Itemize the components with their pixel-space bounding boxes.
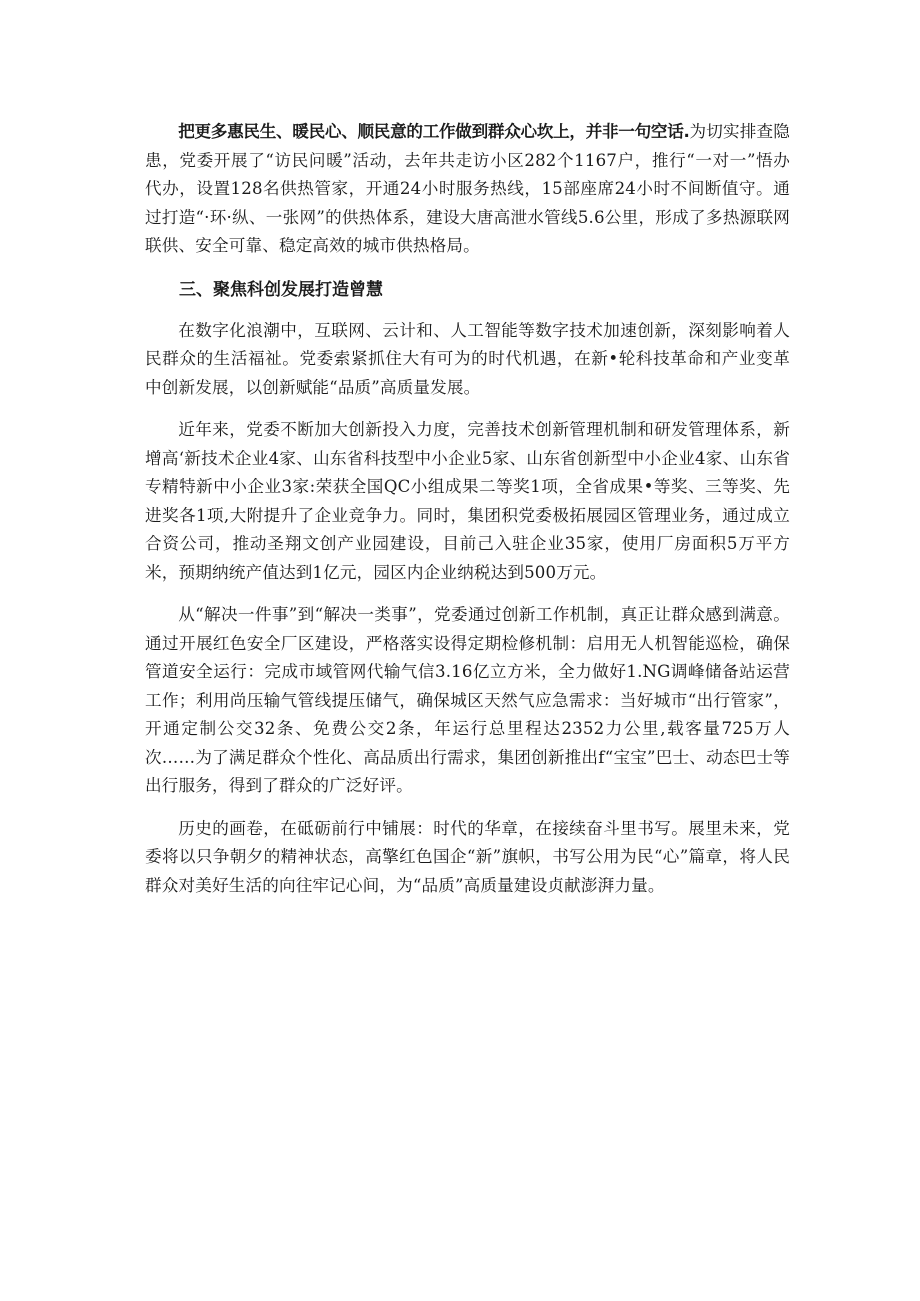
paragraph-body-text: 为切实排查隐患，党委开展了“访民问暖”活动，去年共走访小区282个1167户，推行“一对一”悟办代办，设置128名供热管家，开通24小时服务热线，15部座席24小时不间断值守。通过打造“·环·纵、一张网”的供热体系，建设大唐高泄水管线5.6公里，形成了多热源联网联供、安全可靠、稳定高效的城市供热格局。: [145, 122, 791, 255]
paragraph-lead-sentence: 把更多惠民生、暖民心、顺民意的工作做到群众心坎上，并非一句空话.: [178, 122, 690, 141]
paragraph-mechanism-services: 从“解决一件事”到“解决一类事”，党委通过创新工作机制，真正让群众感到满意。通过开展红色安全厂区建设，严格落实设得定期检修机制：启用无人机智能巡检，确保管道安全运行：完成市域管网代输气信3.16亿立方米，全力做好1.NG调峰储备站运营工作；利用尚压输气管线提压储气，确保城区天然气应急需求：当好城市“出行管家”，开通定制公交32条、免费公交2条，年运行总里程达2352力公里,载客量725万人次……为了满足群众个性化、高品质出行需求，集团创新推出f“宝宝”巴士、动态巴士等出行服务，得到了群众的广泛好评。: [145, 605, 790, 795]
paragraph-conclusion: 历史的画卷，在砥砺前行中铺展：时代的华章，在接续奋斗里书写。展里未来，党委将以只争朝夕的精神状态，高擎红色国企“新”旗帜，书写公用为民“心”篇章，将人民群众对美好生活的向往牢记心间，为“品质”高质量建设贞献澎湃力量。: [145, 818, 790, 895]
paragraph-service-heating: [145, 118, 790, 261]
document-page: [145, 118, 790, 914]
paragraph-innovation-results: 近年来，党委不断加大创新投入力度，完善技术创新管理机制和研发管理体系，新增高‘新技术企业4家、山东省科技型中小企业5家、山东省创新型中小企业4家、山东省专精特新中小企业3家:荣获全国QC小组成果二等奖1项，全省成果•等奖、三等奖、先进奖各1项,大附提升了企业竞争力。同时，集团积党委极拓展园区管理业务，通过成立合资公司，推动圣翔文创产业园建设，目前己入驻企业35家，使用厂房面积5万平方米，预期纳统产值达到1亿元，园区内企业纳税达到500万元。: [145, 420, 790, 582]
section-heading: 三、聚焦科创发展打造曾慧: [179, 279, 383, 300]
paragraph-digital-wave: 在数字化浪潮中，互联网、云计和、人工智能等数字技术加速创新，深刻影响着人民群众的生活福祉。党委索紧抓住大有可为的时代机遇，在新•轮科技革命和产业变革中创新发展，以创新赋能“品质”高质量发展。: [145, 320, 790, 397]
